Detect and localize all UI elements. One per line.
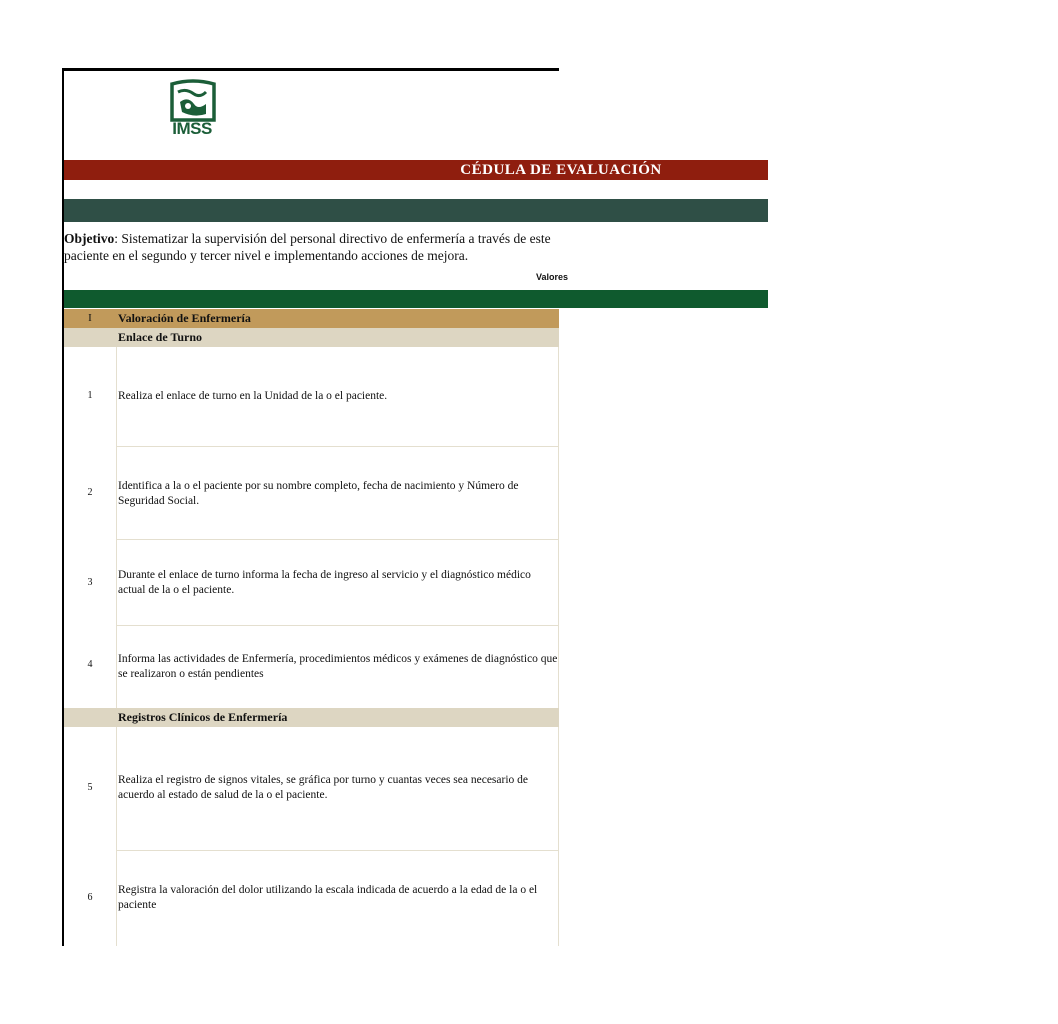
- page-title: CÉDULA DE EVALUACIÓN: [460, 162, 662, 178]
- objective-paragraph: [64, 230, 558, 264]
- table-row: [64, 727, 559, 851]
- logo-text: IMSS: [172, 119, 212, 138]
- item-text: Realiza el registro de signos vitales, se gráfica por turno y cuantas veces sea necesario de acuerdo al estado de salud de la o el paciente.: [118, 774, 529, 801]
- table-row: [64, 626, 559, 708]
- item-text: Informa las actividades de Enfermería, procedimientos médicos y exámenes de diagnóstico que se realizaron o están pendientes: [118, 653, 558, 680]
- section-title: Valoración de Enfermería: [118, 311, 251, 325]
- objective-text: : Sistematizar la supervisión del personal directivo de enfermería a través de este: [114, 231, 551, 246]
- item-number: 2: [87, 487, 93, 498]
- table-row: [64, 347, 559, 447]
- item-number: 4: [87, 659, 93, 670]
- item-text: Identifica a la o el paciente por su nombre completo, fecha de nacimiento y Número de Seguridad Social.: [118, 480, 519, 507]
- table-row: [64, 447, 559, 540]
- item-text: Registra la valoración del dolor utilizando la escala indicada de acuerdo a la edad de la o el paciente: [118, 884, 538, 911]
- item-text: Durante el enlace de turno informa la fecha de ingreso al servicio y el diagnóstico médico actual de la o el paciente.: [118, 569, 531, 596]
- item-text: Realiza el enlace de turno en la Unidad de la o el paciente.: [118, 390, 388, 402]
- item-number: 1: [87, 390, 93, 401]
- item-number: 6: [87, 892, 93, 903]
- objective-label: Objetivo: [64, 231, 115, 246]
- table-row: [64, 540, 559, 626]
- subsection-title: Registros Clínicos de Enfermería: [118, 710, 288, 724]
- subsection-title: Enlace de Turno: [118, 330, 203, 344]
- section-number: I: [88, 312, 92, 324]
- valor-label: Valores: [536, 272, 569, 282]
- item-number: 5: [87, 782, 93, 793]
- item-number: 3: [87, 577, 93, 588]
- column-header-band: [64, 290, 768, 308]
- objective-text-line2: paciente en el segundo y tercer nivel e implementando acciones de mejora.: [64, 248, 469, 263]
- header-band: [64, 199, 768, 222]
- table-row: [64, 851, 559, 946]
